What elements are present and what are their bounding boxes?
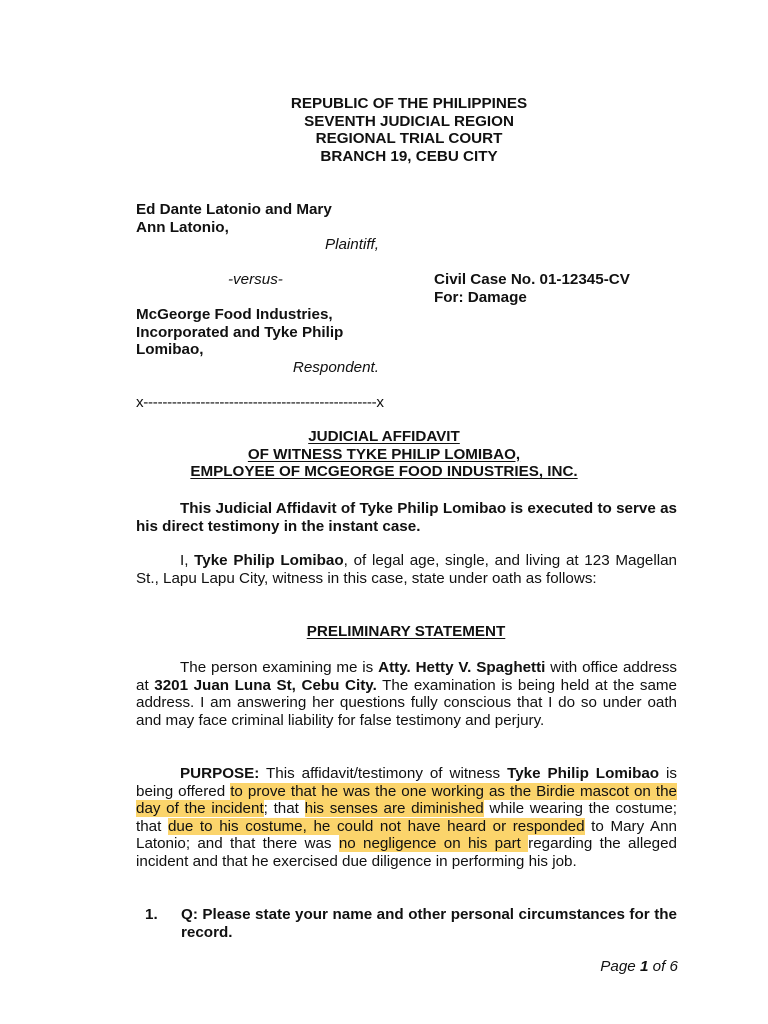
purpose-text-2: is being offered [136,765,677,800]
versus-label: -versus- [228,271,283,288]
page-word: Page [600,958,640,975]
court-line-2: SEVENTH JUDICIAL REGION [304,112,514,130]
title-line-2: OF WITNESS TYKE PHILIP LOMIBAO, [247,445,521,463]
title-line-3: EMPLOYEE OF MCGEORGE FOOD INDUSTRIES, INC. [190,463,578,480]
case-info [434,271,630,306]
court-line-3: REGIONAL TRIAL COURT [315,130,503,147]
plaintiffs-line-1 [136,201,379,219]
attorney-name: Atty. Hetty V. Spaghetti [378,659,546,676]
highlight-senses-diminished: his senses are diminished [304,800,484,817]
oath-text-2: , of legal age, single, and living at 123 Magellan St., Lapu Lapu City, witness in this case, state under oath as follows: [136,552,677,587]
purpose-text-4: while wearing the costume; that [136,800,677,835]
respondents-block [136,306,379,359]
purpose-witness-name: Tyke Philip Lomibao [507,765,660,782]
prelim-text-2: with office address at [136,659,678,694]
highlight-birdie-mascot: to prove that he was the one working as the Birdie mascot on the day of the incident [136,782,677,817]
purpose-text-3: ; that [263,800,305,817]
highlight-no-negligence: no negligence on his part [338,835,529,852]
plaintiff-role: Plaintiff, [324,236,379,253]
respondents-line-2: Incorporated and Tyke Philip [136,323,344,341]
purpose-label: PURPOSE: [180,765,260,782]
court-line-4: BRANCH 19, CEBU CITY [320,147,498,165]
preliminary-heading: PRELIMINARY STATEMENT [306,623,506,640]
case-for: For: Damage [434,288,527,306]
prelim-text-3: The examination is being held at the same address. I am answering her questions fully conscious that I do so under oath and may face criminal liability for false testimony and perjury. [136,676,677,729]
intro-paragraph: This Judicial Affidavit of Tyke Philip Lomibao is executed to serve as his direct testimony in the instant case. [136,500,677,535]
court-line-1: REPUBLIC OF THE PHILIPPINES [290,95,528,112]
question-1-text: Q: Please state your name and other personal circumstances for the record. [181,906,677,941]
plaintiffs-names: Ed Dante Latonio and Mary [136,201,332,218]
oath-paragraph [136,552,677,587]
respondents-line-3: Lomibao, [136,341,204,358]
plaintiffs-line-2: Ann Latonio, [136,218,229,236]
witness-name: Tyke Philip Lomibao [194,552,344,569]
respondents-line-1: McGeorge Food Industries, [136,306,333,323]
civil-case-number: Civil Case No. 01-12345-CV [434,271,630,288]
title-line-1: JUDICIAL AFFIDAVIT [308,428,460,445]
prelim-text-1: The person examining me is [180,659,379,676]
attorney-address: 3201 Juan Luna St, Cebu City. [154,676,377,694]
caption-divider: x-------------------------------------------------x [136,394,384,411]
page-total: of 6 [648,958,678,975]
question-1-number: 1. [145,906,158,923]
preliminary-paragraph [136,659,677,729]
case-caption-parties [136,201,379,254]
page-footer [600,958,678,976]
court-header [0,95,768,165]
respondent-role: Respondent. [292,359,379,376]
affidavit-title [0,428,768,481]
highlight-could-not-hear: due to his costume, he could not have heard or responded [167,817,585,835]
page-number: 1 [639,958,649,975]
purpose-text-1: This affidavit/testimony of witness [259,765,508,782]
purpose-text-5: to Mary Ann Latonio; and that there was [136,817,677,852]
purpose-text-6: regarding the alleged incident and that he exercised due diligence in performing his job. [136,835,678,870]
purpose-paragraph [136,765,677,870]
oath-text-1: I, [180,552,195,569]
